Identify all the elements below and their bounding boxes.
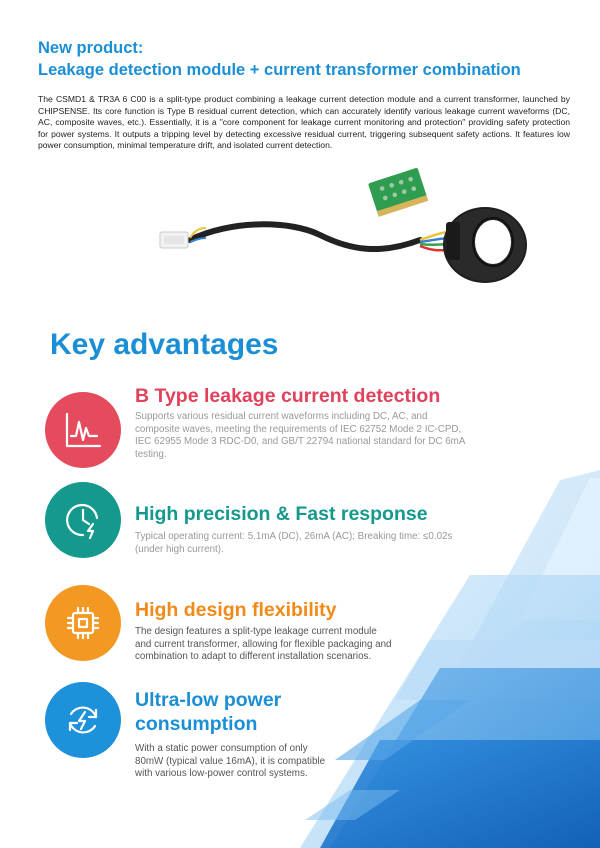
- product-image: [150, 160, 530, 295]
- waveform-icon: [63, 410, 103, 450]
- key-advantages-heading: Key advantages: [50, 328, 279, 361]
- advantage-icon-circle: [45, 482, 121, 558]
- advantage-icon-circle: [45, 682, 121, 758]
- clock-lightning-icon: [63, 500, 103, 540]
- chip-icon: [63, 603, 103, 643]
- advantage-description: With a static power consumption of only 80mW (typical value 16mA), it is compatible with various low-power control systems.: [135, 743, 326, 780]
- advantage-description: Typical operating current: 5.1mA (DC), 26mA (AC); Breaking time: ≤0.02s (under high current).: [135, 531, 453, 555]
- page-header: [38, 37, 578, 81]
- advantage-title: B Type leakage current detection: [135, 385, 441, 407]
- advantage-title: High design flexibility: [135, 599, 337, 621]
- intro-paragraph: The CSMD1 & TR3A 6 C00 is a split-type product combining a leakage current detection module and a current transformer, launched by CHIPSENSE. Its core function is Type B residual current detection, which can accurately identify various leakage current waveforms (DC, AC, composite waves, etc.). Essentially, it is a "core component for leakage current monitoring and protection" providing safety protection for power systems. It outputs a tripping level by detecting excessive residual current, triggering subsequent safety actions. It features low power consumption, minimal temperature drift, and isolated current detection.: [38, 94, 570, 151]
- advantage-icon-circle: [45, 392, 121, 468]
- advantage-description: Supports various residual current waveforms including DC, AC, and composite waves, meeting the requirements of IEC 62752 Mode 2 IC-CPD, IEC 62955 Mode 3 RDC-D0, and GB/T 22794 national standard for DC 6mA testing.: [135, 411, 465, 460]
- power-cycle-icon: [63, 700, 103, 740]
- advantage-description: The design features a split-type leakage current module and current transformer, allowing for flexible packaging and combination to adapt to different installation scenarios.: [135, 626, 392, 663]
- advantage-icon-circle: [45, 585, 121, 661]
- advantage-title: Ultra-low power consumption: [135, 689, 282, 735]
- advantage-title: High precision & Fast response: [135, 503, 428, 525]
- product-title: Leakage detection module + current transformer combination: [38, 61, 521, 79]
- header-label: New product:: [38, 39, 144, 57]
